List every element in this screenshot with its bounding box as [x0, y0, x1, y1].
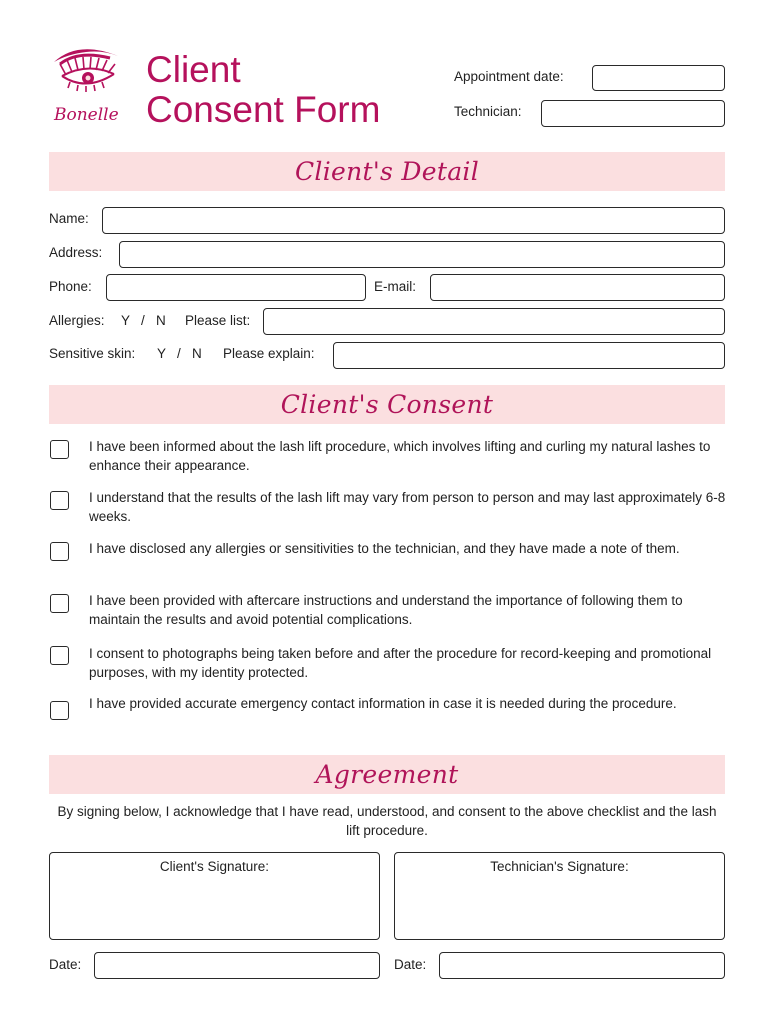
agreement-heading-text: Agreement: [315, 760, 459, 789]
technician-signature-label: Technician's Signature:: [490, 859, 629, 874]
allergies-yes-no[interactable]: Y / N: [121, 313, 166, 328]
technician-label: Technician:: [454, 104, 522, 119]
consent-checkbox-3[interactable]: [50, 542, 69, 561]
consent-item-2: I understand that the results of the lash lift may vary from person to person and may last approximately 6-8 weeks.: [89, 490, 726, 524]
client-date-label: Date:: [49, 957, 82, 972]
eye-lash-logo-icon: [48, 42, 128, 104]
client-signature-label: Client's Signature:: [159, 859, 270, 874]
client-consent-heading-text: Client's Consent: [280, 390, 494, 419]
client-detail-heading-text: Client's Detail: [295, 157, 479, 186]
client-signature-box[interactable]: [49, 852, 380, 940]
consent-checkbox-2[interactable]: [50, 491, 69, 510]
consent-checkbox-5[interactable]: [50, 646, 69, 665]
email-field[interactable]: [430, 274, 725, 301]
address-field[interactable]: [119, 241, 725, 268]
client-consent-heading: [49, 385, 725, 424]
page-title-line2: Consent Form: [146, 89, 381, 130]
consent-checkbox-4[interactable]: [50, 594, 69, 613]
technician-date-label: Date:: [394, 957, 427, 972]
name-label: Name:: [49, 211, 89, 226]
technician-signature-box[interactable]: [394, 852, 725, 940]
brand-logo-text: Bonelle: [54, 105, 119, 125]
client-date-field[interactable]: [94, 952, 380, 979]
sensitive-explain-field[interactable]: [333, 342, 725, 369]
consent-item-4: I have been provided with aftercare instructions and understand the importance of following them to maintain the results and avoid potential complications.: [89, 593, 683, 627]
page-title-line1: Client: [146, 49, 241, 90]
brand-logo: [48, 42, 128, 130]
allergies-list-field[interactable]: [263, 308, 725, 335]
technician-date-field[interactable]: [439, 952, 725, 979]
sensitive-skin-yes-no[interactable]: Y / N: [157, 346, 202, 361]
consent-item-3: I have disclosed any allergies or sensitivities to the technician, and they have made a note of them.: [89, 541, 680, 556]
technician-field[interactable]: [541, 100, 725, 127]
allergies-list-label: Please list:: [185, 313, 251, 328]
address-label: Address:: [49, 245, 103, 260]
consent-item-5: I consent to photographs being taken before and after the procedure for record-keeping and promotional purposes, with my identity protected.: [89, 646, 712, 680]
consent-checkbox-1[interactable]: [50, 440, 69, 459]
consent-item-1: I have been informed about the lash lift procedure, which involves lifting and curling my natural lashes to enhance their appearance.: [89, 439, 711, 473]
consent-item-6: I have provided accurate emergency contact information in case it is needed during the procedure.: [89, 696, 677, 711]
sensitive-skin-label: Sensitive skin:: [49, 346, 136, 361]
consent-checkbox-6[interactable]: [50, 701, 69, 720]
phone-field[interactable]: [106, 274, 366, 301]
client-detail-heading: [49, 152, 725, 191]
name-field[interactable]: [102, 207, 725, 234]
email-label: E-mail:: [374, 279, 417, 294]
appointment-date-field[interactable]: [592, 65, 725, 91]
sensitive-explain-label: Please explain:: [223, 346, 315, 361]
appointment-date-label: Appointment date:: [454, 69, 564, 84]
agreement-text: By signing below, I acknowledge that I have read, understood, and consent to the above checklist and the lash lift procedure.: [57, 804, 717, 838]
allergies-label: Allergies:: [49, 313, 105, 328]
agreement-heading: [49, 755, 725, 794]
phone-label: Phone:: [49, 279, 92, 294]
